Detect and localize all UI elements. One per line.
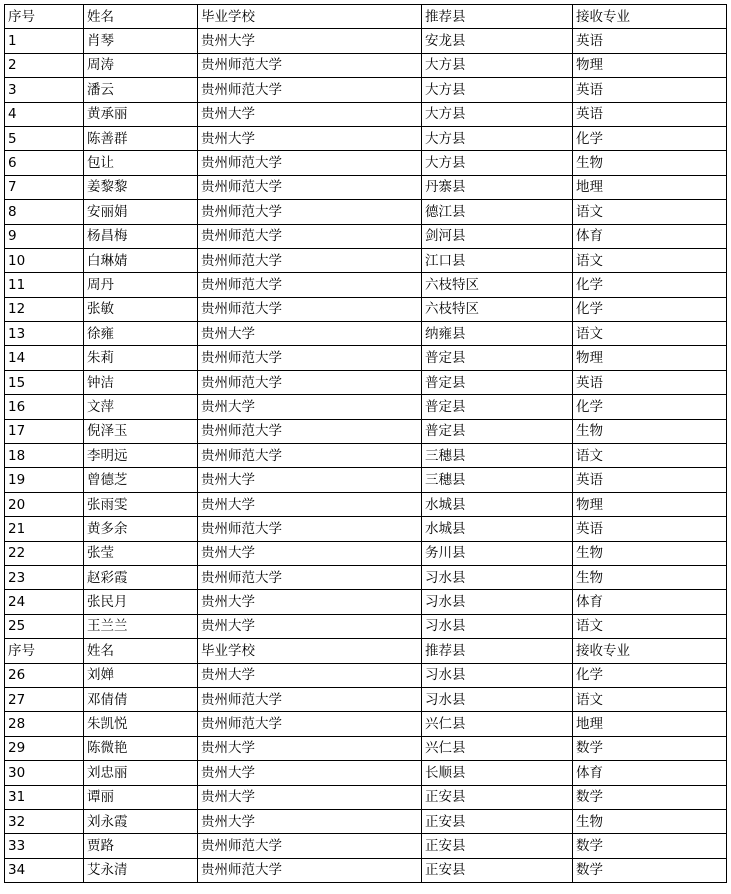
name-cell: 刘忠丽 — [84, 761, 198, 785]
county-cell: 习水县 — [422, 687, 573, 711]
county-cell: 三穗县 — [422, 468, 573, 492]
county-cell: 习水县 — [422, 590, 573, 614]
county-cell: 长顺县 — [422, 761, 573, 785]
seq-cell: 17 — [5, 419, 84, 443]
roster-body — [5, 5, 727, 883]
school-cell: 贵州师范大学 — [198, 419, 422, 443]
county-cell: 剑河县 — [422, 224, 573, 248]
table-row — [5, 736, 727, 760]
table-row — [5, 297, 727, 321]
major-cell: 化学 — [573, 663, 727, 687]
school-cell: 贵州大学 — [198, 102, 422, 126]
table-row — [5, 248, 727, 272]
column-header: 序号 — [5, 5, 84, 29]
county-cell: 正安县 — [422, 785, 573, 809]
major-cell: 英语 — [573, 78, 727, 102]
table-row — [5, 395, 727, 419]
seq-cell: 5 — [5, 126, 84, 150]
county-cell: 水城县 — [422, 517, 573, 541]
county-cell: 大方县 — [422, 78, 573, 102]
school-cell: 贵州大学 — [198, 614, 422, 638]
seq-cell: 18 — [5, 444, 84, 468]
school-cell: 贵州大学 — [198, 590, 422, 614]
table-row — [5, 663, 727, 687]
table-row — [5, 126, 727, 150]
school-cell: 贵州大学 — [198, 126, 422, 150]
county-cell: 安龙县 — [422, 29, 573, 53]
header-row — [5, 639, 727, 663]
school-cell: 贵州师范大学 — [198, 834, 422, 858]
county-cell: 普定县 — [422, 395, 573, 419]
name-cell: 邓倩倩 — [84, 687, 198, 711]
column-header: 姓名 — [84, 5, 198, 29]
name-cell: 潘云 — [84, 78, 198, 102]
major-cell: 物理 — [573, 346, 727, 370]
seq-cell: 15 — [5, 370, 84, 394]
county-cell: 习水县 — [422, 663, 573, 687]
table-row — [5, 541, 727, 565]
county-cell: 兴仁县 — [422, 736, 573, 760]
seq-cell: 20 — [5, 492, 84, 516]
major-cell: 化学 — [573, 395, 727, 419]
table-row — [5, 809, 727, 833]
seq-cell: 22 — [5, 541, 84, 565]
name-cell: 贾路 — [84, 834, 198, 858]
column-header: 接收专业 — [573, 639, 727, 663]
major-cell: 生物 — [573, 541, 727, 565]
table-row — [5, 492, 727, 516]
name-cell: 陈善群 — [84, 126, 198, 150]
school-cell: 贵州师范大学 — [198, 273, 422, 297]
school-cell: 贵州大学 — [198, 785, 422, 809]
seq-cell: 30 — [5, 761, 84, 785]
seq-cell: 7 — [5, 175, 84, 199]
table-row — [5, 322, 727, 346]
county-cell: 大方县 — [422, 102, 573, 126]
name-cell: 张敏 — [84, 297, 198, 321]
county-cell: 兴仁县 — [422, 712, 573, 736]
major-cell: 数学 — [573, 785, 727, 809]
seq-cell: 29 — [5, 736, 84, 760]
school-cell: 贵州大学 — [198, 541, 422, 565]
major-cell: 生物 — [573, 809, 727, 833]
school-cell: 贵州师范大学 — [198, 858, 422, 882]
name-cell: 陈微艳 — [84, 736, 198, 760]
table-row — [5, 565, 727, 589]
school-cell: 贵州师范大学 — [198, 297, 422, 321]
name-cell: 谭丽 — [84, 785, 198, 809]
seq-cell: 3 — [5, 78, 84, 102]
table-row — [5, 761, 727, 785]
table-row — [5, 102, 727, 126]
name-cell: 朱凯悦 — [84, 712, 198, 736]
major-cell: 物理 — [573, 492, 727, 516]
table-row — [5, 468, 727, 492]
name-cell: 倪泽玉 — [84, 419, 198, 443]
county-cell: 务川县 — [422, 541, 573, 565]
table-row — [5, 444, 727, 468]
table-row — [5, 175, 727, 199]
seq-cell: 10 — [5, 248, 84, 272]
name-cell: 刘婵 — [84, 663, 198, 687]
county-cell: 大方县 — [422, 126, 573, 150]
major-cell: 英语 — [573, 370, 727, 394]
school-cell: 贵州师范大学 — [198, 248, 422, 272]
major-cell: 化学 — [573, 273, 727, 297]
name-cell: 杨昌梅 — [84, 224, 198, 248]
name-cell: 王兰兰 — [84, 614, 198, 638]
seq-cell: 25 — [5, 614, 84, 638]
table-row — [5, 273, 727, 297]
name-cell: 张民月 — [84, 590, 198, 614]
seq-cell: 14 — [5, 346, 84, 370]
school-cell: 贵州师范大学 — [198, 517, 422, 541]
school-cell: 贵州大学 — [198, 468, 422, 492]
county-cell: 六枝特区 — [422, 273, 573, 297]
table-row — [5, 517, 727, 541]
table-row — [5, 419, 727, 443]
county-cell: 大方县 — [422, 53, 573, 77]
school-cell: 贵州师范大学 — [198, 224, 422, 248]
table-row — [5, 224, 727, 248]
seq-cell: 2 — [5, 53, 84, 77]
county-cell: 正安县 — [422, 809, 573, 833]
name-cell: 安丽娟 — [84, 200, 198, 224]
major-cell: 语文 — [573, 322, 727, 346]
table-row — [5, 53, 727, 77]
seq-cell: 19 — [5, 468, 84, 492]
major-cell: 数学 — [573, 736, 727, 760]
county-cell: 六枝特区 — [422, 297, 573, 321]
column-header: 毕业学校 — [198, 639, 422, 663]
seq-cell: 31 — [5, 785, 84, 809]
major-cell: 地理 — [573, 175, 727, 199]
name-cell: 赵彩霞 — [84, 565, 198, 589]
major-cell: 生物 — [573, 151, 727, 175]
county-cell: 正安县 — [422, 858, 573, 882]
seq-cell: 24 — [5, 590, 84, 614]
county-cell: 三穗县 — [422, 444, 573, 468]
county-cell: 普定县 — [422, 370, 573, 394]
major-cell: 语文 — [573, 687, 727, 711]
table-row — [5, 346, 727, 370]
major-cell: 生物 — [573, 419, 727, 443]
name-cell: 白琳婧 — [84, 248, 198, 272]
table-row — [5, 78, 727, 102]
school-cell: 贵州师范大学 — [198, 78, 422, 102]
column-header: 姓名 — [84, 639, 198, 663]
table-row — [5, 200, 727, 224]
name-cell: 徐雍 — [84, 322, 198, 346]
major-cell: 语文 — [573, 248, 727, 272]
table-row — [5, 29, 727, 53]
school-cell: 贵州大学 — [198, 809, 422, 833]
seq-cell: 33 — [5, 834, 84, 858]
school-cell: 贵州师范大学 — [198, 175, 422, 199]
seq-cell: 23 — [5, 565, 84, 589]
major-cell: 地理 — [573, 712, 727, 736]
school-cell: 贵州师范大学 — [198, 370, 422, 394]
major-cell: 物理 — [573, 53, 727, 77]
name-cell: 周丹 — [84, 273, 198, 297]
name-cell: 黄多余 — [84, 517, 198, 541]
name-cell: 曾德芝 — [84, 468, 198, 492]
name-cell: 艾永清 — [84, 858, 198, 882]
column-header: 推荐县 — [422, 639, 573, 663]
seq-cell: 12 — [5, 297, 84, 321]
school-cell: 贵州大学 — [198, 663, 422, 687]
column-header: 序号 — [5, 639, 84, 663]
table-row — [5, 687, 727, 711]
seq-cell: 34 — [5, 858, 84, 882]
seq-cell: 16 — [5, 395, 84, 419]
county-cell: 水城县 — [422, 492, 573, 516]
major-cell: 化学 — [573, 126, 727, 150]
table-row — [5, 151, 727, 175]
name-cell: 姜黎黎 — [84, 175, 198, 199]
major-cell: 英语 — [573, 29, 727, 53]
school-cell: 贵州师范大学 — [198, 712, 422, 736]
major-cell: 数学 — [573, 858, 727, 882]
name-cell: 周涛 — [84, 53, 198, 77]
seq-cell: 8 — [5, 200, 84, 224]
school-cell: 贵州师范大学 — [198, 444, 422, 468]
seq-cell: 27 — [5, 687, 84, 711]
seq-cell: 26 — [5, 663, 84, 687]
table-row — [5, 590, 727, 614]
county-cell: 普定县 — [422, 346, 573, 370]
county-cell: 纳雍县 — [422, 322, 573, 346]
table-row — [5, 834, 727, 858]
seq-cell: 13 — [5, 322, 84, 346]
table-row — [5, 712, 727, 736]
major-cell: 语文 — [573, 444, 727, 468]
seq-cell: 32 — [5, 809, 84, 833]
school-cell: 贵州师范大学 — [198, 346, 422, 370]
name-cell: 文萍 — [84, 395, 198, 419]
column-header: 毕业学校 — [198, 5, 422, 29]
county-cell: 习水县 — [422, 565, 573, 589]
student-roster-table — [4, 4, 727, 883]
seq-cell: 9 — [5, 224, 84, 248]
school-cell: 贵州师范大学 — [198, 53, 422, 77]
seq-cell: 11 — [5, 273, 84, 297]
seq-cell: 4 — [5, 102, 84, 126]
county-cell: 习水县 — [422, 614, 573, 638]
major-cell: 英语 — [573, 468, 727, 492]
major-cell: 英语 — [573, 102, 727, 126]
header-row — [5, 5, 727, 29]
county-cell: 正安县 — [422, 834, 573, 858]
school-cell: 贵州师范大学 — [198, 565, 422, 589]
column-header: 推荐县 — [422, 5, 573, 29]
column-header: 接收专业 — [573, 5, 727, 29]
major-cell: 化学 — [573, 297, 727, 321]
name-cell: 包让 — [84, 151, 198, 175]
table-row — [5, 858, 727, 882]
name-cell: 朱莉 — [84, 346, 198, 370]
county-cell: 大方县 — [422, 151, 573, 175]
county-cell: 丹寨县 — [422, 175, 573, 199]
seq-cell: 28 — [5, 712, 84, 736]
major-cell: 体育 — [573, 590, 727, 614]
school-cell: 贵州大学 — [198, 736, 422, 760]
school-cell: 贵州大学 — [198, 395, 422, 419]
name-cell: 肖琴 — [84, 29, 198, 53]
seq-cell: 1 — [5, 29, 84, 53]
county-cell: 普定县 — [422, 419, 573, 443]
name-cell: 钟洁 — [84, 370, 198, 394]
name-cell: 张雨雯 — [84, 492, 198, 516]
name-cell: 张莹 — [84, 541, 198, 565]
county-cell: 德江县 — [422, 200, 573, 224]
major-cell: 英语 — [573, 517, 727, 541]
school-cell: 贵州大学 — [198, 322, 422, 346]
county-cell: 江口县 — [422, 248, 573, 272]
school-cell: 贵州大学 — [198, 29, 422, 53]
school-cell: 贵州大学 — [198, 492, 422, 516]
table-row — [5, 785, 727, 809]
major-cell: 体育 — [573, 224, 727, 248]
school-cell: 贵州师范大学 — [198, 151, 422, 175]
major-cell: 体育 — [573, 761, 727, 785]
name-cell: 李明远 — [84, 444, 198, 468]
table-row — [5, 614, 727, 638]
school-cell: 贵州师范大学 — [198, 200, 422, 224]
seq-cell: 21 — [5, 517, 84, 541]
major-cell: 语文 — [573, 614, 727, 638]
table-row — [5, 370, 727, 394]
major-cell: 数学 — [573, 834, 727, 858]
seq-cell: 6 — [5, 151, 84, 175]
school-cell: 贵州师范大学 — [198, 687, 422, 711]
major-cell: 语文 — [573, 200, 727, 224]
major-cell: 生物 — [573, 565, 727, 589]
school-cell: 贵州大学 — [198, 761, 422, 785]
name-cell: 黄承丽 — [84, 102, 198, 126]
name-cell: 刘永霞 — [84, 809, 198, 833]
